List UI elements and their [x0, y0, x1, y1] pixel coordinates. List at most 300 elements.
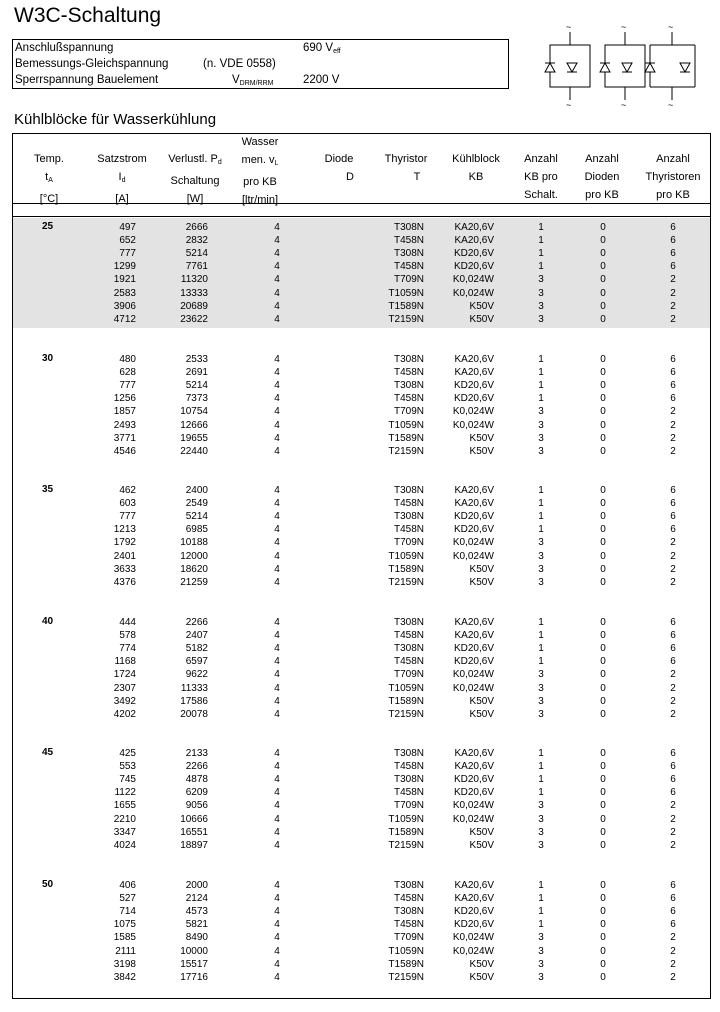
cell-count-diodes: 0 — [600, 419, 606, 431]
cell-heatsink: K0,024W — [452, 419, 494, 431]
cell-loss: 18897 — [180, 839, 208, 851]
cell-heatsink: KA20,6V — [454, 761, 494, 773]
cell-thyristor: T458N — [393, 235, 424, 247]
cell-loss: 2133 — [185, 748, 208, 759]
cell-current: 3633 — [113, 563, 136, 575]
cell-water: 4 — [274, 261, 280, 273]
table-row — [0, 234, 720, 247]
cell-count-kb: 1 — [538, 880, 544, 891]
cell-water: 4 — [274, 669, 280, 681]
cell-water: 4 — [274, 682, 280, 694]
cell-water: 4 — [274, 419, 280, 431]
cell-count-thyristors: 6 — [670, 643, 676, 655]
cell-heatsink: K50V — [469, 958, 494, 970]
cell-heatsink: K0,024W — [452, 800, 494, 812]
cell-count-kb: 1 — [538, 524, 544, 536]
page-title: W3C-Schaltung — [14, 4, 162, 27]
cell-thyristor: T1059N — [388, 550, 424, 562]
cell-current: 406 — [119, 880, 136, 891]
cell-thyristor: T458N — [393, 261, 424, 273]
table-row — [0, 945, 720, 958]
temp-value: 25 — [42, 221, 54, 232]
cell-count-kb: 3 — [538, 813, 544, 825]
cell-heatsink: K0,024W — [452, 682, 494, 694]
cell-current: 4024 — [113, 839, 136, 851]
cell-current: 3198 — [113, 958, 136, 970]
cell-heatsink: KA20,6V — [454, 748, 494, 759]
cell-water: 4 — [274, 617, 280, 628]
cell-current: 1256 — [113, 393, 136, 405]
cell-count-thyristors: 2 — [670, 813, 676, 825]
cell-thyristor: T458N — [393, 893, 424, 905]
cell-current: 603 — [119, 498, 136, 510]
cell-count-kb: 3 — [538, 800, 544, 812]
cell-count-thyristors: 2 — [670, 537, 676, 549]
cell-count-diodes: 0 — [600, 393, 606, 405]
cell-count-diodes: 0 — [600, 537, 606, 549]
header-divider-bottom — [12, 216, 711, 217]
cell-count-diodes: 0 — [600, 485, 606, 496]
cell-count-thyristors: 6 — [670, 261, 676, 273]
cell-count-diodes: 0 — [600, 576, 606, 588]
cell-thyristor: T1589N — [388, 826, 424, 838]
cell-loss: 6209 — [185, 787, 208, 799]
cell-count-kb: 1 — [538, 630, 544, 642]
cell-count-diodes: 0 — [600, 563, 606, 575]
cell-current: 1585 — [113, 932, 136, 944]
cell-count-diodes: 0 — [600, 839, 606, 851]
cell-current: 462 — [119, 485, 136, 496]
table-row — [0, 366, 720, 379]
cell-thyristor: T1059N — [388, 813, 424, 825]
cell-count-kb: 3 — [538, 839, 544, 851]
cell-count-thyristors: 2 — [670, 826, 676, 838]
section-title: Kühlblöcke für Wasserkühlung — [14, 111, 217, 128]
cell-water: 4 — [274, 445, 280, 457]
header-count-diodes: Anzahl Dioden pro KB — [584, 153, 620, 201]
cell-count-kb: 1 — [538, 511, 544, 523]
cell-thyristor: T2159N — [388, 445, 424, 457]
table-row — [0, 523, 720, 536]
cell-count-diodes: 0 — [600, 880, 606, 891]
cell-thyristor: T2159N — [388, 839, 424, 851]
cell-water: 4 — [274, 393, 280, 405]
header-thyristor: Thyristor T — [384, 153, 428, 183]
table-row — [0, 668, 720, 681]
cell-current: 2210 — [113, 813, 136, 825]
cell-water: 4 — [274, 485, 280, 496]
cell-loss: 7373 — [185, 393, 208, 405]
table-row — [0, 655, 720, 668]
cell-water: 4 — [274, 576, 280, 588]
cell-count-kb: 1 — [538, 919, 544, 931]
cell-thyristor: T458N — [393, 498, 424, 510]
cell-count-diodes: 0 — [600, 432, 606, 444]
cell-current: 1299 — [113, 261, 136, 273]
cell-count-diodes: 0 — [600, 774, 606, 786]
cell-thyristor: T1059N — [388, 945, 424, 957]
cell-water: 4 — [274, 313, 280, 325]
cell-current: 553 — [119, 761, 136, 773]
cell-thyristor: T709N — [393, 537, 424, 549]
cell-current: 444 — [119, 617, 136, 628]
cell-count-diodes: 0 — [600, 222, 606, 233]
cell-thyristor: T2159N — [388, 313, 424, 325]
spec-row-blocking-voltage — [15, 73, 505, 88]
cell-heatsink: K0,024W — [452, 287, 494, 299]
cell-count-kb: 1 — [538, 380, 544, 392]
cell-loss: 21259 — [180, 576, 208, 588]
cell-loss: 17586 — [180, 695, 208, 707]
cell-heatsink: K0,024W — [452, 550, 494, 562]
cell-count-thyristors: 6 — [670, 498, 676, 510]
header-count-thyristors: Anzahl Thyristoren pro KB — [645, 153, 701, 201]
cell-thyristor: T308N — [393, 248, 424, 260]
cell-heatsink: K0,024W — [452, 274, 494, 286]
table-row — [0, 563, 720, 576]
cell-count-thyristors: 2 — [670, 958, 676, 970]
cell-count-kb: 3 — [538, 287, 544, 299]
cell-heatsink: KD20,6V — [453, 380, 494, 392]
table-row — [0, 287, 720, 300]
cell-count-diodes: 0 — [600, 748, 606, 759]
cell-count-kb: 3 — [538, 313, 544, 325]
temp-value: 45 — [42, 747, 54, 758]
cell-count-kb: 1 — [538, 787, 544, 799]
table-row — [0, 273, 720, 286]
cell-loss: 5182 — [185, 643, 208, 655]
spec-label: Anschlußspannung — [15, 42, 114, 54]
cell-count-thyristors: 6 — [670, 906, 676, 918]
cell-water: 4 — [274, 354, 280, 365]
cell-current: 1921 — [113, 274, 136, 286]
cell-count-kb: 3 — [538, 932, 544, 944]
cell-water: 4 — [274, 787, 280, 799]
cell-thyristor: T308N — [393, 906, 424, 918]
cell-current: 3492 — [113, 695, 136, 707]
cell-count-diodes: 0 — [600, 287, 606, 299]
temp-value: 40 — [42, 616, 54, 627]
cell-current: 1213 — [113, 524, 136, 536]
cell-count-kb: 1 — [538, 261, 544, 273]
cell-count-diodes: 0 — [600, 274, 606, 286]
cell-count-thyristors: 2 — [670, 695, 676, 707]
cell-water: 4 — [274, 893, 280, 905]
cell-count-kb: 1 — [538, 656, 544, 668]
cell-loss: 15517 — [180, 958, 208, 970]
cell-heatsink: K0,024W — [452, 932, 494, 944]
cell-heatsink: KD20,6V — [453, 656, 494, 668]
cell-count-thyristors: 6 — [670, 380, 676, 392]
cell-count-thyristors: 6 — [670, 919, 676, 931]
cell-water: 4 — [274, 300, 280, 312]
cell-count-kb: 1 — [538, 393, 544, 405]
cell-water: 4 — [274, 826, 280, 838]
cell-count-diodes: 0 — [600, 524, 606, 536]
cell-water: 4 — [274, 287, 280, 299]
cell-heatsink: K0,024W — [452, 669, 494, 681]
cell-thyristor: T308N — [393, 880, 424, 891]
cell-current: 2493 — [113, 419, 136, 431]
cell-thyristor: T308N — [393, 511, 424, 523]
cell-heatsink: K50V — [469, 576, 494, 588]
cell-count-diodes: 0 — [600, 235, 606, 247]
cell-heatsink: KA20,6V — [454, 617, 494, 628]
cell-count-diodes: 0 — [600, 800, 606, 812]
cell-count-thyristors: 6 — [670, 617, 676, 628]
cell-thyristor: T308N — [393, 748, 424, 759]
cell-current: 628 — [119, 367, 136, 379]
temp-value: 35 — [42, 484, 54, 495]
cell-thyristor: T1589N — [388, 563, 424, 575]
cell-heatsink: K50V — [469, 313, 494, 325]
table-row — [0, 695, 720, 708]
table-row — [0, 931, 720, 944]
spec-box — [12, 39, 509, 89]
cell-water: 4 — [274, 274, 280, 286]
cell-count-diodes: 0 — [600, 511, 606, 523]
cell-heatsink: KD20,6V — [453, 643, 494, 655]
cell-count-thyristors: 2 — [670, 313, 676, 325]
cell-count-diodes: 0 — [600, 248, 606, 260]
table-row — [0, 300, 720, 313]
cell-loss: 10000 — [180, 945, 208, 957]
cell-loss: 2832 — [185, 235, 208, 247]
cell-count-thyristors: 2 — [670, 445, 676, 457]
cell-water: 4 — [274, 800, 280, 812]
cell-count-kb: 3 — [538, 550, 544, 562]
cell-loss: 2400 — [185, 485, 208, 496]
cell-water: 4 — [274, 945, 280, 957]
svg-text:~: ~ — [668, 100, 674, 110]
cell-loss: 16551 — [180, 826, 208, 838]
cell-current: 578 — [119, 630, 136, 642]
cell-water: 4 — [274, 367, 280, 379]
cell-count-diodes: 0 — [600, 354, 606, 365]
header-water: Wasser men. $v_L$ pro KB [ltr/min] — [241, 136, 279, 206]
spec-label: Bemessungs-Gleichspannung — [15, 58, 169, 70]
table-row — [0, 576, 720, 589]
cell-current: 1857 — [113, 406, 136, 418]
cell-count-thyristors: 6 — [670, 524, 676, 536]
table-row — [0, 747, 720, 760]
cell-loss: 11333 — [180, 682, 208, 694]
cell-count-kb: 1 — [538, 906, 544, 918]
temp-value: 50 — [42, 879, 54, 890]
cell-count-thyristors: 6 — [670, 774, 676, 786]
table-row — [0, 260, 720, 273]
cell-current: 3906 — [113, 300, 136, 312]
cell-current: 2583 — [113, 287, 136, 299]
table-row — [0, 536, 720, 549]
cell-current: 774 — [119, 643, 136, 655]
cell-water: 4 — [274, 906, 280, 918]
table-row — [0, 484, 720, 497]
cell-current: 1792 — [113, 537, 136, 549]
cell-thyristor: T458N — [393, 524, 424, 536]
cell-heatsink: KA20,6V — [454, 498, 494, 510]
cell-heatsink: KA20,6V — [454, 880, 494, 891]
cell-thyristor: T308N — [393, 380, 424, 392]
cell-count-thyristors: 2 — [670, 563, 676, 575]
cell-count-kb: 3 — [538, 406, 544, 418]
cell-loss: 4573 — [185, 906, 208, 918]
cell-thyristor: T2159N — [388, 971, 424, 983]
cell-count-diodes: 0 — [600, 617, 606, 628]
cell-heatsink: K50V — [469, 826, 494, 838]
cell-heatsink: K50V — [469, 432, 494, 444]
cell-water: 4 — [274, 537, 280, 549]
cell-thyristor: T1589N — [388, 958, 424, 970]
cell-count-diodes: 0 — [600, 893, 606, 905]
cell-thyristor: T709N — [393, 406, 424, 418]
cell-current: 3771 — [113, 432, 136, 444]
cell-loss: 2266 — [185, 761, 208, 773]
cell-loss: 2549 — [185, 498, 208, 510]
cell-heatsink: K50V — [469, 839, 494, 851]
cell-heatsink: KA20,6V — [454, 893, 494, 905]
cell-count-thyristors: 2 — [670, 300, 676, 312]
cell-count-kb: 3 — [538, 563, 544, 575]
cell-heatsink: KA20,6V — [454, 354, 494, 365]
table-row — [0, 918, 720, 931]
table-row — [0, 786, 720, 799]
svg-text:~: ~ — [668, 22, 674, 32]
cell-thyristor: T308N — [393, 774, 424, 786]
cell-count-diodes: 0 — [600, 643, 606, 655]
cell-count-thyristors: 2 — [670, 274, 676, 286]
cell-water: 4 — [274, 813, 280, 825]
cell-count-thyristors: 6 — [670, 787, 676, 799]
svg-text:~: ~ — [621, 22, 627, 32]
cell-heatsink: K50V — [469, 445, 494, 457]
table-row — [0, 971, 720, 984]
spec-value: 2200 V — [303, 74, 340, 86]
cell-count-diodes: 0 — [600, 695, 606, 707]
cell-water: 4 — [274, 774, 280, 786]
table-row — [0, 629, 720, 642]
cell-thyristor: T458N — [393, 656, 424, 668]
spec-row-dc-voltage — [15, 57, 505, 72]
cell-water: 4 — [274, 958, 280, 970]
cell-count-kb: 3 — [538, 682, 544, 694]
cell-loss: 5214 — [185, 248, 208, 260]
svg-text:~: ~ — [566, 22, 572, 32]
cell-count-kb: 3 — [538, 971, 544, 983]
cell-count-diodes: 0 — [600, 406, 606, 418]
cell-count-kb: 1 — [538, 485, 544, 496]
cell-count-thyristors: 2 — [670, 682, 676, 694]
cell-count-kb: 1 — [538, 748, 544, 759]
cell-heatsink: KD20,6V — [453, 787, 494, 799]
cell-count-diodes: 0 — [600, 380, 606, 392]
cell-count-diodes: 0 — [600, 261, 606, 273]
cell-heatsink: K0,024W — [452, 406, 494, 418]
header-loss: Verlustl. $P_d$ Schaltung [W] — [168, 153, 222, 205]
cell-current: 3842 — [113, 971, 136, 983]
cell-count-thyristors: 2 — [670, 932, 676, 944]
cell-heatsink: KD20,6V — [453, 524, 494, 536]
cell-water: 4 — [274, 235, 280, 247]
cell-current: 777 — [119, 380, 136, 392]
cell-heatsink: KD20,6V — [453, 261, 494, 273]
table-row — [0, 642, 720, 655]
temp-value: 30 — [42, 353, 54, 364]
cell-thyristor: T458N — [393, 761, 424, 773]
cell-loss: 8490 — [185, 932, 208, 944]
cell-water: 4 — [274, 630, 280, 642]
table-row — [0, 497, 720, 510]
cell-count-kb: 3 — [538, 958, 544, 970]
spec-label: Sperrspannung Bauelement — [15, 74, 159, 86]
cell-water: 4 — [274, 511, 280, 523]
cell-count-kb: 3 — [538, 445, 544, 457]
cell-count-diodes: 0 — [600, 313, 606, 325]
svg-text:~: ~ — [566, 100, 572, 110]
cell-count-kb: 3 — [538, 945, 544, 957]
cell-count-kb: 1 — [538, 761, 544, 773]
cell-count-thyristors: 6 — [670, 880, 676, 891]
cell-count-thyristors: 6 — [670, 630, 676, 642]
table-row — [0, 839, 720, 852]
cell-thyristor: T308N — [393, 354, 424, 365]
cell-current: 480 — [119, 354, 136, 365]
cell-current: 3347 — [113, 826, 136, 838]
cell-water: 4 — [274, 380, 280, 392]
table-row — [0, 392, 720, 405]
cell-count-thyristors: 2 — [670, 406, 676, 418]
cell-count-kb: 3 — [538, 695, 544, 707]
cell-count-kb: 1 — [538, 617, 544, 628]
cell-count-diodes: 0 — [600, 656, 606, 668]
cell-water: 4 — [274, 550, 280, 562]
cell-loss: 19655 — [180, 432, 208, 444]
cell-heatsink: K0,024W — [452, 945, 494, 957]
cell-count-thyristors: 6 — [670, 248, 676, 260]
cell-current: 497 — [119, 222, 136, 233]
cell-water: 4 — [274, 919, 280, 931]
cell-thyristor: T709N — [393, 800, 424, 812]
cell-count-kb: 1 — [538, 248, 544, 260]
table-row — [0, 616, 720, 629]
cell-count-kb: 1 — [538, 643, 544, 655]
table-row — [0, 353, 720, 366]
cell-heatsink: KD20,6V — [453, 248, 494, 260]
cell-current: 4546 — [113, 445, 136, 457]
cell-current: 1655 — [113, 800, 136, 812]
cell-count-thyristors: 6 — [670, 485, 676, 496]
cell-heatsink: K50V — [469, 563, 494, 575]
cell-thyristor: T2159N — [388, 576, 424, 588]
cell-thyristor: T709N — [393, 274, 424, 286]
cell-heatsink: K50V — [469, 971, 494, 983]
cell-loss: 18620 — [180, 563, 208, 575]
cell-thyristor: T458N — [393, 393, 424, 405]
table-row — [0, 892, 720, 905]
cell-thyristor: T1059N — [388, 682, 424, 694]
cell-thyristor: T458N — [393, 919, 424, 931]
header-divider-top — [12, 203, 711, 204]
cell-count-diodes: 0 — [600, 932, 606, 944]
svg-text:~: ~ — [621, 100, 627, 110]
cell-count-kb: 3 — [538, 432, 544, 444]
cell-count-diodes: 0 — [600, 906, 606, 918]
cell-loss: 7761 — [185, 261, 208, 273]
cell-thyristor: T709N — [393, 932, 424, 944]
cell-count-thyristors: 2 — [670, 669, 676, 681]
cell-loss: 20078 — [180, 708, 208, 720]
cell-thyristor: T1059N — [388, 419, 424, 431]
